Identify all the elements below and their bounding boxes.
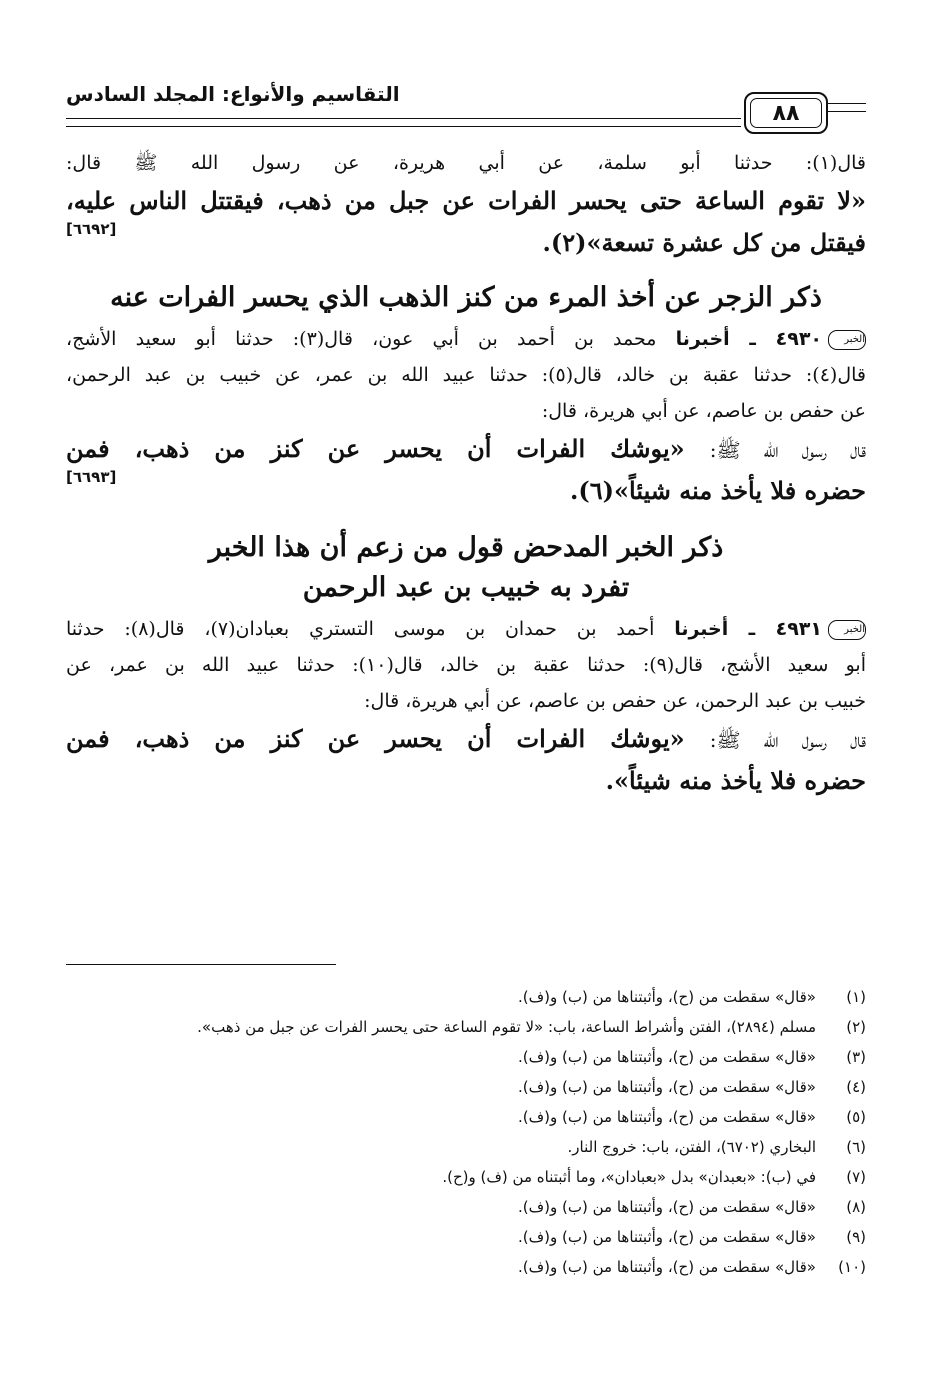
footnote-text: مسلم (٢٨٩٤)، الفتن وأشراط الساعة، باب: «لا تقوم الساعة حتى يحسر الفرات عن جبل من ذهب». [197,1018,816,1036]
isnad-line [66,614,866,650]
footnote [66,1192,866,1222]
header-rule-right [828,103,866,112]
footnote-number: (٤) [846,1078,866,1096]
text-line: قال(١): حدثنا أبو سلمة، عن أبي هريرة، عن رسول الله ﷺ قال: [66,152,867,174]
header-rule [66,118,741,127]
isnad-line: أبو سعيد الأشج، قال(٩): حدثنا عقبة بن خالد، قال(١٠): حدثنا عبيد الله بن عمر، عن [66,654,866,676]
footnote-separator [66,964,336,965]
footnote [66,1132,866,1162]
hadith-reference: [٦٦٩٣] [66,468,117,486]
hadith-text: فيقتل من كل عشرة تسعة»(٢). [542,228,866,257]
hadith-text: حضره فلا يأخذ منه شيئاً»(٦). [570,476,866,505]
footnote-number: (١) [846,988,866,1006]
section-heading: تفرد به خبيب بن عبد الرحمن [302,572,630,603]
hadith-line: «لا تقوم الساعة حتى يحسر الفرات عن جبل من ذهب، فيقتتل الناس عليه، [66,186,866,215]
isnad-line: قال(٤): حدثنا عقبة بن خالد، قال(٥): حدثنا عبيد الله بن عمر، عن خبيب بن عبد الرحمن، [66,364,866,386]
hadith-reference: [٦٦٩٢] [66,220,117,238]
footnote [66,1102,866,1132]
footnote-text: «قال» سقطت من (ح)، وأثبتناها من (ب) و(ف). [517,1198,816,1216]
footnote [66,1162,866,1192]
footnote-number: (٩) [846,1228,866,1246]
footnote [66,1222,866,1252]
footnote-number: (١٠) [838,1258,866,1276]
isnad-text: أحمد بن حمدان بن موسى التستري بعبادان(٧)، قال(٨): حدثنا [66,618,655,640]
footnote-text: البخاري (٦٧٠٢)، الفتن، باب: خروج النار. [567,1138,816,1156]
footnote [66,1072,866,1102]
footnote-number: (٦) [846,1138,866,1156]
hadith-line [66,220,866,268]
section-heading: ذكر الخبر المدحض قول من زعم أن هذا الخبر [208,532,724,563]
isnad-line [66,324,866,360]
hadith-intro: قال رسول الله ﷺ: [709,438,866,462]
hadith-line: حضره فلا يأخذ منه شيئاً». [605,766,866,795]
footnote [66,1012,866,1042]
hadith-line [66,722,866,764]
hadith-line [66,432,866,474]
hadith-line [66,468,866,516]
footnote-number: (٧) [846,1168,866,1186]
khabar-icon: الخبر [828,330,866,350]
footnote-text: «قال» سقطت من (ح)، وأثبتناها من (ب) و(ف). [517,1048,816,1066]
footnote-number: (٢) [846,1018,866,1036]
footnote [66,1252,866,1282]
footnote-text: «قال» سقطت من (ح)، وأثبتناها من (ب) و(ف). [517,1108,816,1126]
isnad-line: عن حفص بن عاصم، عن أبي هريرة، قال: [541,400,866,422]
footnote [66,982,866,1012]
running-title: التقاسيم والأنواع: المجلد السادس [66,82,400,106]
footnote-text: «قال» سقطت من (ح)، وأثبتناها من (ب) و(ف). [517,988,816,1006]
footnotes [66,982,866,1282]
isnad-line: خبيب بن عبد الرحمن، عن حفص بن عاصم، عن أبي هريرة، قال: [364,690,866,712]
hadith-intro: قال رسول الله ﷺ: [709,728,866,752]
footnote-number: (٣) [846,1048,866,1066]
footnote-text: «قال» سقطت من (ح)، وأثبتناها من (ب) و(ف). [517,1078,816,1096]
section-heading: ذكر الزجر عن أخذ المرء من كنز الذهب الذي يحسر الفرات عنه [110,282,822,313]
footnote [66,1042,866,1072]
hadith-text: «يوشك الفرات أن يحسر عن كنز من ذهب، فمن [66,724,685,753]
hadith-text: «يوشك الفرات أن يحسر عن كنز من ذهب، فمن [66,434,685,463]
page-number-frame [744,92,828,134]
khabar-icon: الخبر [828,620,866,640]
isnad-text: محمد بن أحمد بن أبي عون، قال(٣): حدثنا أبو سعيد الأشج، [66,328,657,350]
footnote-number: (٨) [846,1198,866,1216]
hadith-number: ٤٩٣١ ـ أخبرنا [674,618,822,640]
footnote-text: «قال» سقطت من (ح)، وأثبتناها من (ب) و(ف). [517,1258,816,1276]
main-text [66,148,866,806]
footnote-text: في (ب): «بعبدان» بدل «بعبادان»، وما أثبتناه من (ف) و(ح). [442,1168,816,1186]
page-number: ٨٨ [750,98,822,128]
hadith-number: ٤٩٣٠ ـ أخبرنا [675,328,823,350]
footnote-text: «قال» سقطت من (ح)، وأثبتناها من (ب) و(ف). [517,1228,816,1246]
footnote-number: (٥) [846,1108,866,1126]
